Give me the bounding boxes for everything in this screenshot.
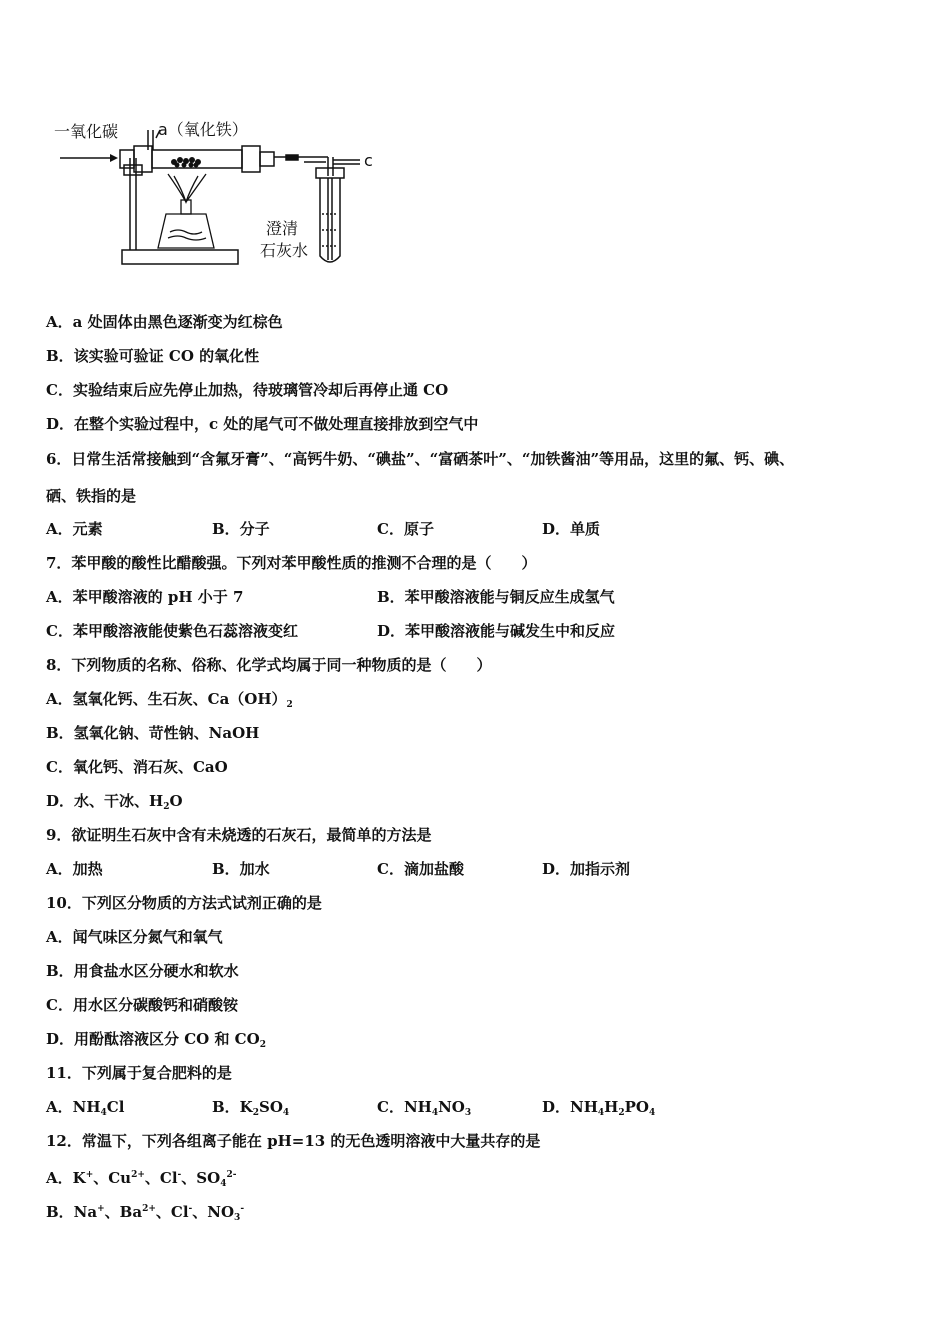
q5-option-c: C．实验结束后应先停止加热，待玻璃管冷却后再停止通 CO [46,381,449,399]
q9-option-a: A．加热 [46,860,103,878]
q6-option-b: B．分子 [212,520,270,538]
q9-stem: 9．欲证明生石灰中含有未烧透的石灰石，最简单的方法是 [46,826,432,844]
burner-with-flame [158,174,214,248]
co-reduction-apparatus-figure [50,110,380,270]
q8-stem: 8．下列物质的名称、俗称、化学式均属于同一种物质的是（ ） [46,656,492,674]
q11-option-b: B．$K_2SO_4$ [212,1098,290,1118]
q12-option-b: B．Na+、$Ba^{2+}$、Cl-、$NO_3^-$ [46,1203,245,1223]
q8-option-d: D．水、干冰、$H_2O$ [46,792,183,812]
q12-stem: 12．常温下，下列各组离子能在 pH=13 的无色透明溶液中大量共存的是 [46,1132,541,1150]
q9-option-d: D．加指示剂 [542,860,631,878]
q6-option-d: D．单质 [542,520,601,538]
q8-option-a: A．氢氧化钙、生石灰、$Ca(OH)_2$ [46,690,293,710]
q11-stem: 11．下列属于复合肥料的是 [46,1064,232,1082]
q6-stem-line1: 6．日常生活常接触到“含氟牙膏”、“高钙牛奶、“碘盐”、“富硒茶叶”、“加铁酱油”等用品，这里的氟、钙、碘、 [46,450,795,468]
label-c: c [364,151,373,170]
q8-option-c: C．氧化钙、消石灰、CaO [46,758,228,776]
q7-option-c: C．苯甲酸溶液能使紫色石蕊溶液变红 [46,622,298,640]
q5-option-a: A．a 处固体由黑色逐渐变为红棕色 [46,313,283,331]
q7-option-a: A．苯甲酸溶液的 pH 小于 7 [46,588,244,606]
label-limewater-2: 石灰水 [260,241,309,260]
q10-option-d: D．用酚酞溶液区分 CO 和 $CO_2$ [46,1030,266,1050]
q10-option-a: A．闻气味区分氮气和氧气 [46,928,223,946]
label-carbon-monoxide: 一氧化碳 [54,122,119,141]
label-limewater-1: 澄清 [266,219,299,238]
q10-stem: 10．下列区分物质的方法式试剂正确的是 [46,894,322,912]
outlet-pipe [274,155,360,176]
q5-option-b: B．该实验可验证 CO 的氧化性 [46,347,260,365]
test-tube-limewater [316,168,344,262]
q8-option-b: B．氢氧化钠、苛性钠、NaOH [46,724,260,742]
q6-stem-line2: 硒、铁指的是 [46,487,137,505]
q9-option-b: B．加水 [212,860,270,878]
q11-option-c: C．$NH_4NO_3$ [377,1098,472,1118]
inlet-arrow-icon [60,154,118,162]
label-a-iron-oxide: a（氧化铁） [158,120,248,139]
iron-oxide-sample [171,157,201,168]
q10-option-b: B．用食盐水区分硬水和软水 [46,962,239,980]
q7-option-d: D．苯甲酸溶液能与碱发生中和反应 [377,622,616,640]
q7-option-b: B．苯甲酸溶液能与铜反应生成氢气 [377,588,615,606]
q11-option-d: D．$NH_4H_2PO_4$ [542,1098,656,1118]
q12-option-a: A．K+、$Cu^{2+}$、Cl-、$SO_4^{2-}$ [46,1169,237,1189]
q7-stem: 7．苯甲酸的酸性比醋酸强。下列对苯甲酸性质的推测不合理的是（ ） [46,554,537,572]
q9-option-c: C．滴加盐酸 [377,860,464,878]
q6-option-c: C．原子 [377,520,434,538]
q10-option-c: C．用水区分碳酸钙和硝酸铵 [46,996,238,1014]
q5-option-d: D．在整个实验过程中，c 处的尾气可不做处理直接排放到空气中 [46,415,479,433]
q6-option-a: A．元素 [46,520,103,538]
q11-option-a: A．$NH_4Cl$ [46,1098,125,1118]
